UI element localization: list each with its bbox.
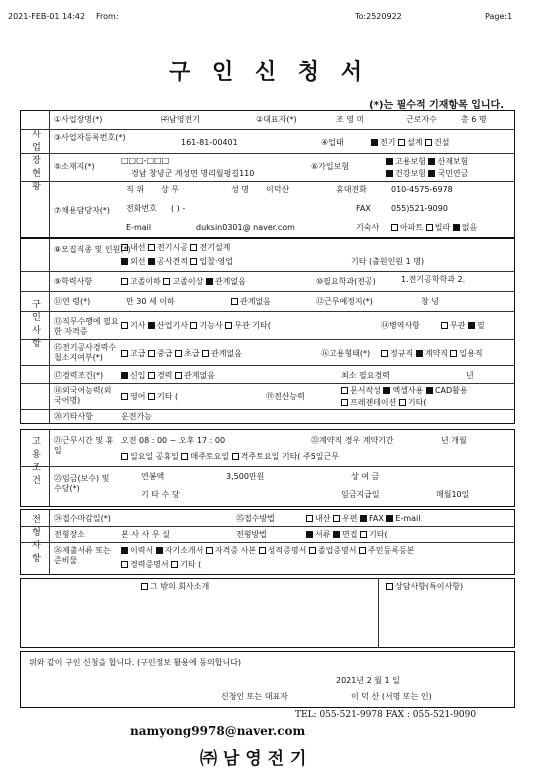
job-type-label: ⑧모집직종 및 인원(*) (54, 245, 131, 254)
experience-label: ⑰경력조건(*) (54, 371, 104, 380)
location: 창 녕 (421, 297, 439, 306)
dorm-label: 기숙사 (356, 223, 380, 232)
contract-unit: 년 개월 (441, 436, 467, 445)
language-label: ⑱외국어능력(외국어명) (54, 386, 112, 405)
footer-tel: TEL: 055-521-9978 FAX : 055-521-9090 (295, 710, 477, 720)
phone: ( ) - (171, 204, 186, 213)
payday: 매월10일 (436, 490, 470, 499)
regno-label: ③사업자등록번호(*) (54, 133, 126, 142)
industry-label: ④업태 (321, 138, 344, 147)
place-label: 전형장소 (54, 530, 85, 539)
mobile-label: 휴대전화 (336, 185, 367, 194)
career-label: ⑮전기공사경력수첩소지여부(*) (54, 343, 117, 362)
section-conditions-label: 고용조건 (30, 436, 40, 488)
sign-date: 2021년 2 월 1 일 (336, 676, 400, 685)
section-job-label: 구인사항 (30, 299, 40, 351)
conditions-section: 고용조건 ㉑근무시간 및 휴일 오전 08 : 00 ~ 오후 17 : 00 ㉒계약직 경우 계약기간 년 개월 일요일 공휴일 매주토요일 격주토요일 기타( 주5일근무 ㉓임금(보수) 및 수당(*) 연봉액 3,500만원 상 여 금 기 타 수 당 임금지급일 매월10일 (20, 429, 515, 507)
footer-company: ㈜ 남 영 전 기 (200, 749, 307, 769)
fax-from: From: (96, 12, 119, 21)
mobile: 010-4575-6978 (391, 185, 453, 194)
required-note: (*)는 필수적 기재항목 입니다. (369, 100, 504, 111)
bonus-label: 상 여 금 (351, 472, 380, 481)
major-label: ⑩필요학과(전공) (316, 277, 376, 286)
selection-label: 전형방법 (236, 530, 267, 539)
email-label: E-mail (126, 223, 152, 232)
hours-label: ㉑근무시간 및 휴일 (54, 436, 114, 455)
position-label: 직 위 (126, 185, 144, 194)
workers-count: 총 6 명 (461, 115, 487, 124)
contact-label: ⑦채용담당자(*) (54, 206, 111, 215)
wage: 3,500만원 (226, 472, 265, 481)
dorm-options: 아파트 빌라 없음 (391, 223, 477, 233)
phone-label: 전화번호 (126, 204, 157, 213)
allowance-label: 기 타 수 당 (141, 490, 180, 499)
intro-label: 그 밖의 회사소개 (141, 582, 209, 592)
statement: 위와 같이 구인 신청을 합니다. (구인정보 활용에 동의합니다) (29, 658, 242, 667)
regno: 161-81-00401 (181, 138, 238, 147)
location-label: ⑫근무예정지(*) (316, 297, 373, 306)
email: duksin0301@ naver.com (196, 223, 295, 232)
age-label: ⑪연 령(*) (54, 297, 91, 306)
fax-number: 055)521-9090 (391, 204, 448, 213)
signer-label: 신청인 또는 대표자 (221, 692, 288, 701)
process-section: 전형사항 ㉔접수마감일(*) ㉕접수방법 내산 우편 FAX E-mail 전형장소 본 사 사 무 실 전형방법 서류 면접 기타( ㉖제출서류 또는 준비물 이력서 자기소개서 자격증 사본 성적증명서 졸업증명서 주민등록등본 경력증명서 기타 ( (20, 509, 515, 575)
fax-page: Page:1 (485, 12, 513, 21)
military-label: ⑭병역사항 (381, 321, 420, 330)
contract-label: ㉒계약직 경우 계약기간 (311, 436, 394, 445)
cert-label: ⑬직무수행에 필요한 자격증 (54, 317, 119, 336)
insurance-options: 고용보험 산재보험 (386, 157, 468, 167)
section-company-label: 사업장현황 (30, 129, 40, 194)
address-zip: □□□-□□□ (121, 156, 170, 165)
intro-section (20, 578, 515, 648)
fax-label: FAX (356, 204, 371, 213)
job-etc: 기타 (출원인원 1 명) (351, 257, 425, 266)
rep-name: 조 영 미 (336, 115, 365, 124)
address-line: 경남 창녕군 계성면 명리월평길110 (131, 169, 255, 178)
rep-label: ②대표자(*) (256, 115, 297, 124)
min-exp-unit: 년 (466, 371, 474, 380)
company-section: 사업장현황 ①사업장명(*) ㈜남영전기 ②대표자(*) 조 영 미 근로자수 총 6 명 ③사업자등록번호(*) 161-81-00401 ④업태 전기 설계 건설 ⑤소재지(*) □□□-□□□ 경남 창녕군 계성면 명리월평길110 ⑥가입보험 고용보험 산재보험 건강보험 국민연금 ⑦채용담당자(*) 직 위 상 무 성 명 이덕산 휴대전화 010-4575-6978 전화번호 ( ) - FAX 055)521-9090 E-mail duksin0301@ naver.com 기숙사 아파트 빌라 없음 (20, 110, 515, 238)
footer-email: namyong9978@naver.com (130, 724, 306, 738)
other-label: ⑳기타사항 (54, 412, 93, 421)
method-label: ㉕접수방법 (236, 514, 275, 523)
hours: 오전 08 : 00 ~ 오후 17 : 00 (121, 436, 226, 445)
position: 상 무 (161, 185, 179, 194)
company-name: ㈜남영전기 (161, 115, 200, 124)
signature-section (20, 651, 515, 708)
edu-label: ⑨학력사항 (54, 277, 93, 286)
page-title: 구 인 신 청 서 (169, 59, 369, 85)
place: 본 사 사 무 실 (121, 530, 170, 539)
major: 1.전기공학학과 2. (401, 275, 466, 284)
workers-label: 근로자수 (406, 115, 437, 124)
computer-label: ⑲전산능력 (266, 392, 305, 401)
payday-label: 임금지급일 (341, 490, 380, 499)
signer: 이 덕 산 (서명 또는 인) (351, 692, 432, 701)
employment-label: ⑯고용형태(*) (321, 349, 371, 358)
fax-date: 2021-FEB-01 14:42 (8, 12, 86, 21)
industry-options: 전기 설계 건설 (371, 138, 450, 148)
age: 만 30 세 이하 (126, 297, 175, 306)
contact-name: 이덕산 (266, 185, 290, 194)
address-label: ⑤소재지(*) (54, 162, 95, 171)
min-exp-label: 최소 필요경력 (341, 371, 390, 380)
company-name-label: ①사업장명(*) (54, 115, 103, 124)
section-process-label: 전형사항 (30, 514, 40, 566)
wage-type: 연봉액 (141, 472, 165, 481)
fax-to: To:2520922 (355, 12, 402, 21)
docs-label: ㉖제출서류 또는 준비물 (54, 546, 111, 565)
job-section: 구인사항 ⑧모집직종 및 인원(*) 내선 전기시공 전기설계 외선 공사견적 입찰·영업 기타 (출원인원 1 명) ⑨학력사항 고졸이하 고졸이상 관계없음 ⑩필요학과(전공) 1.전기공학학과 2. ⑪연 령(*) 만 30 세 이하 관계없음 ⑫근무예정지(*) 창 녕 ⑬직무수행에 필요한 자격증 기사 산업기사 기능사 무관 기타( ⑭병역사항 무관 필 ⑮전기공사경력수첩소지여부(*) 고급 중급 초급 관계없음 ⑯고용형태(*) 정규직 계약직 일용직 ⑰경력조건(*) 신입 경력 관계없음 최소 필요경력 년 ⑱외국어능력(외국어명) 영어 기타 ( ⑲전산능력 문서작성 엑셀사용 CAD활용 프레젠테이션 기타( ⑳기타사항 운전가능 (20, 238, 515, 424)
consult-label: 상담사항(특이사항) (386, 582, 463, 592)
wage-label: ㉓임금(보수) 및 수당(*) (54, 474, 110, 493)
contact-name-label: 성 명 (231, 185, 249, 194)
other: 운전가능 (121, 412, 152, 421)
insurance-label: ⑥가입보험 (311, 162, 350, 171)
deadline-label: ㉔접수마감일(*) (54, 514, 111, 523)
